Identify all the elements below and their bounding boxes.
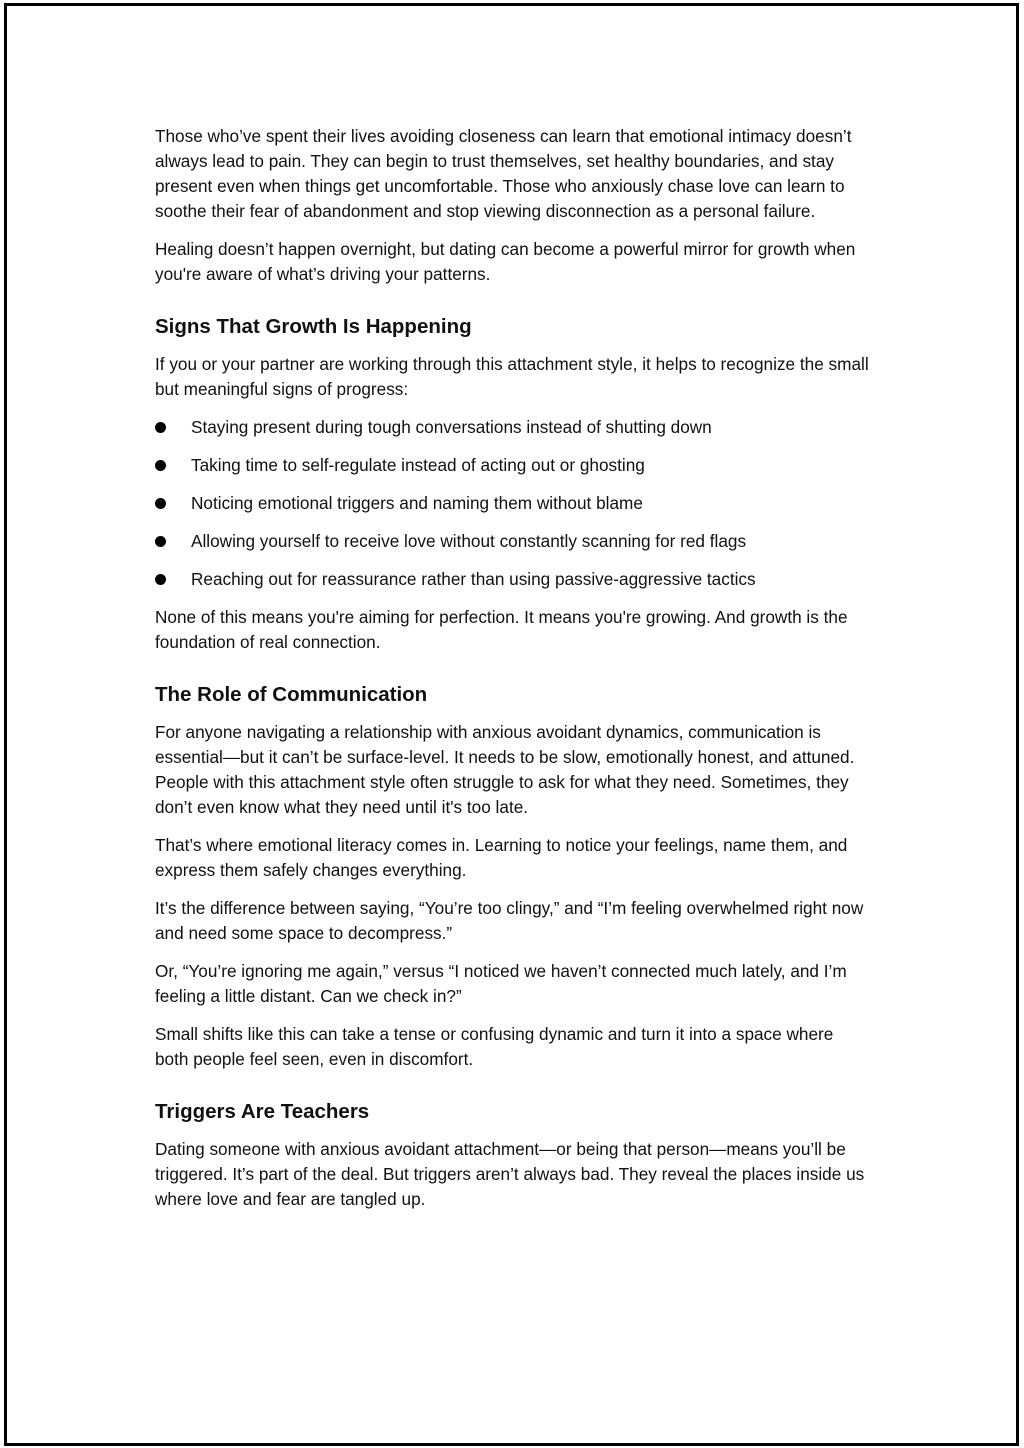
communication-paragraph-3: It’s the difference between saying, “You’re too clingy,” and “I’m feeling overwhelmed right now and need some space to decompress.” xyxy=(155,898,864,943)
heading-communication: The Role of Communication xyxy=(155,683,428,706)
bullet-icon xyxy=(155,574,166,585)
list-item-text: Noticing emotional triggers and naming them without blame xyxy=(191,493,643,513)
list-item xyxy=(155,453,871,478)
list-item xyxy=(155,415,871,440)
bullet-icon xyxy=(155,498,166,509)
growth-intro-paragraph: If you or your partner are working through this attachment style, it helps to recognize the small but meaningful signs of progress: xyxy=(155,354,869,399)
communication-paragraph-2: That’s where emotional literacy comes in. Learning to notice your feelings, name them, and express them safely changes everything. xyxy=(155,835,848,880)
communication-paragraph-4: Or, “You’re ignoring me again,” versus “I noticed we haven’t connected much lately, and I’m feeling a little distant. Can we check in?” xyxy=(155,961,847,1006)
growth-outro-paragraph: None of this means you're aiming for perfection. It means you're growing. And growth is the foundation of real connection. xyxy=(155,607,848,652)
list-item-text: Reaching out for reassurance rather than using passive-aggressive tactics xyxy=(191,569,756,589)
bullet-icon xyxy=(155,460,166,471)
document-body xyxy=(155,124,871,1225)
communication-paragraph-5: Small shifts like this can take a tense or confusing dynamic and turn it into a space where both people feel seen, even in discomfort. xyxy=(155,1024,834,1069)
list-item xyxy=(155,491,871,516)
list-item-text: Allowing yourself to receive love without constantly scanning for red flags xyxy=(191,531,747,551)
list-item xyxy=(155,529,871,554)
bullet-icon xyxy=(155,422,166,433)
heading-signs-of-growth: Signs That Growth Is Happening xyxy=(155,315,472,338)
bullet-icon xyxy=(155,536,166,547)
communication-paragraph-1: For anyone navigating a relationship with anxious avoidant dynamics, communication is essential—but it can’t be surface-level. It needs to be slow, emotionally honest, and attuned. People with this attachment style often struggle to ask for what they need. Sometimes, they don’t even know what they need until it's too late. xyxy=(155,722,855,817)
intro-paragraph-2: Healing doesn’t happen overnight, but dating can become a powerful mirror for growth when you're aware of what’s driving your patterns. xyxy=(155,239,856,284)
list-item-text: Staying present during tough conversations instead of shutting down xyxy=(191,417,712,437)
intro-paragraph-1: Those who’ve spent their lives avoiding closeness can learn that emotional intimacy doesn’t always lead to pain. They can begin to trust themselves, set healthy boundaries, and stay present even when things get uncomfortable. Those who anxiously chase love can learn to soothe their fear of abandonment and stop viewing disconnection as a personal failure. xyxy=(155,126,852,221)
heading-triggers: Triggers Are Teachers xyxy=(155,1100,370,1123)
growth-signs-list xyxy=(155,415,871,592)
triggers-paragraph-1: Dating someone with anxious avoidant attachment—or being that person—means you’ll be triggered. It’s part of the deal. But triggers aren’t always bad. They reveal the places inside us where love and fear are tangled up. xyxy=(155,1139,865,1209)
list-item xyxy=(155,567,871,592)
list-item-text: Taking time to self-regulate instead of acting out or ghosting xyxy=(191,455,645,475)
